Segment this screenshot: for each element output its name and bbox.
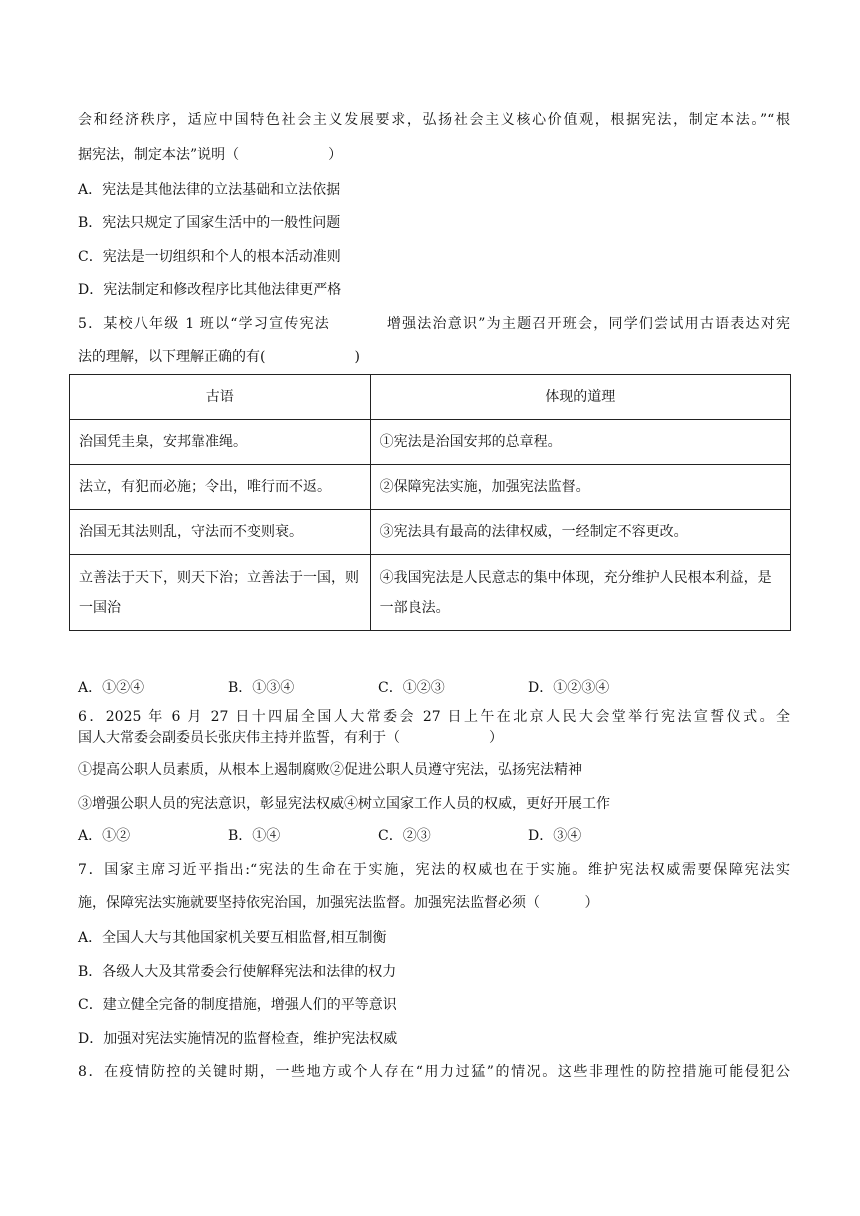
table-row [70,555,791,631]
table-header-classical: 古语 [70,375,371,420]
q4-option-a[interactable]: A．宪法是其他法律的立法基础和立法依据 [78,182,341,198]
q5-option-a[interactable]: A．①②④ [78,680,145,696]
q4-option-c[interactable]: C．宪法是一切组织和个人的根本活动准则 [78,249,341,265]
table-cell: 立善法于天下，则天下治；立善法于一国，则一国治 [70,555,371,631]
table-cell: 法立，有犯而必施；令出，唯行而不返。 [70,465,371,510]
q6-stem-line2: 国人大常委会副委员长张庆伟主持并监誓，有利于（ ） [78,730,504,746]
q4-stem-line2: 据宪法，制定本法”说明（ ） [78,147,343,163]
table-cell: ④我国宪法是人民意志的集中体现，充分维护人民根本利益，是一部良法。 [370,555,790,631]
table-header-principle: 体现的道理 [370,375,790,420]
q7-stem-line2: 施，保障宪法实施就要坚持依宪治国，加强宪法监督。加强宪法监督必须（ ） [78,895,599,911]
q6-statement-line2: ③增强公职人员的宪法意识，彰显宪法权威④树立国家工作人员的权威，更好开展工作 [78,796,610,812]
q7-option-c[interactable]: C．建立健全完备的制度措施，增强人们的平等意识 [78,997,397,1013]
q6-option-a[interactable]: A．①② [78,828,131,844]
q5-option-d[interactable]: D．①②③④ [528,680,610,696]
q7-option-d[interactable]: D．加强对宪法实施情况的监督检查，维护宪法权威 [78,1031,398,1047]
table-row [70,465,791,510]
table-row [70,420,791,465]
q6-statement-line1: ①提高公职人员素质，从根本上遏制腐败②促进公职人员遵守宪法，弘扬宪法精神 [78,762,582,778]
q6-option-b[interactable]: B．①④ [228,828,281,844]
q5-option-c[interactable]: C．①②③ [378,680,445,696]
q4-stem-line1: 会和经济秩序，适应中国特色社会主义发展要求，弘扬社会主义核心价值观，根据宪法，制定本法。”“根 [78,112,790,128]
table-cell: ②保障宪法实施，加强宪法监督。 [370,465,790,510]
q6-option-c[interactable]: C．②③ [378,828,431,844]
q5-stem-line1: 5．某校八年级 1 班以“学习宣传宪法 增强法治意识”为主题召开班会，同学们尝试用古语表达对宪 [78,316,790,332]
table-cell: 治国凭圭臬，安邦靠准绳。 [70,420,371,465]
q8-stem-line1: 8．在疫情防控的关键时期，一些地方或个人存在“用力过猛”的情况。这些非理性的防控措施可能侵犯公 [78,1064,790,1080]
q6-option-d[interactable]: D．③④ [528,828,582,844]
q6-stem-line1: 6．2025 年 6 月 27 日十四届全国人大常委会 27 日上午在北京人民大会堂举行宪法宣誓仪式。全 [78,709,790,725]
table-cell: ③宪法具有最高的法律权威，一经制定不容更改。 [370,510,790,555]
q7-option-a[interactable]: A．全国人大与其他国家机关要互相监督,相互制衡 [78,930,387,946]
q7-option-b[interactable]: B．各级人大及其常委会行使解释宪法和法律的权力 [78,964,397,980]
q4-option-b[interactable]: B．宪法只规定了国家生活中的一般性问题 [78,215,341,231]
q5-table [69,374,791,631]
table-row [70,510,791,555]
table-cell: 治国无其法则乱，守法而不变则衰。 [70,510,371,555]
q5-stem-line2: 法的理解，以下理解正确的有( ) [78,349,360,365]
q5-option-b[interactable]: B．①③④ [228,680,295,696]
table-cell: ①宪法是治国安邦的总章程。 [370,420,790,465]
q4-option-d[interactable]: D．宪法制定和修改程序比其他法律更严格 [78,282,342,298]
q7-stem-line1: 7．国家主席习近平指出:“宪法的生命在于实施，宪法的权威也在于实施。维护宪法权威需要保障宪法实 [78,862,790,878]
table-header-row [70,375,791,420]
